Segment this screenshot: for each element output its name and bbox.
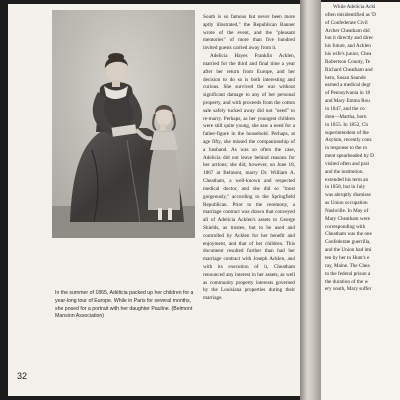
- text-line: and the Union had imi: [325, 247, 372, 254]
- text-line: Cheatham was the one: [325, 231, 372, 238]
- text-line: to the federal prison a: [325, 270, 371, 277]
- text-line: While Adelicia Ackl: [333, 4, 376, 10]
- text-line: often misidentified as 'D: [325, 11, 376, 18]
- portrait-photograph-image: [52, 10, 195, 238]
- portrait-photograph: [52, 10, 195, 238]
- text-line: Asylum, recently cons: [325, 137, 372, 144]
- text-line: earned a medical degr: [325, 82, 371, 89]
- photo-caption: In the summer of 1865, Adélicia packed up her children for a year-long tour of Europe. While in Paris for several months, she posed for a portrait with her daughter Pauline. (Belmont Mansion Association): [55, 290, 194, 320]
- text-line: corresponding with: [325, 223, 366, 230]
- book-gutter: [300, 0, 321, 400]
- text-line: Confederate guerrilla,: [325, 239, 371, 246]
- text-line: in response to the ro: [325, 145, 368, 152]
- text-line: of Confederate Civil: [325, 19, 368, 26]
- text-line: of Pennsylvania in 18: [325, 90, 371, 97]
- text-line: Robertson County, Te: [325, 58, 371, 65]
- text-line: ment spearheaded by D: [325, 153, 374, 160]
- page-number: 32: [17, 371, 28, 381]
- text-line: but it directly and direc: [325, 35, 374, 42]
- text-line: his wife's junior, Chea: [325, 51, 372, 58]
- text-line: hero, Susan Saunde: [325, 74, 366, 81]
- text-line: Archer Cheatham did: [325, 27, 370, 34]
- paragraph: South is so famous but never been more aptly illustrated," the Republican Banner wrote of the event, and the "pleasant memories" of more than five hundred invited guests carried away from it.: [203, 14, 295, 52]
- text-line: ray, Maine. The Chea: [325, 262, 370, 269]
- left-page-text-column: [203, 14, 295, 303]
- text-line: in 1847, and the co: [325, 105, 365, 112]
- text-line: superintendent of the: [325, 129, 369, 136]
- text-line: ery south, Mary suffer: [325, 286, 372, 293]
- text-line: extended his term an: [325, 176, 369, 183]
- text-line: in 1858, but in July: [325, 184, 366, 191]
- text-line: as Union occupation: [325, 200, 368, 207]
- text-line: Richard Cheatham and: [325, 66, 373, 73]
- text-line: and Mary Emma Rou: [325, 98, 370, 105]
- text-line: was abruptly dismisse: [325, 192, 371, 199]
- text-line: his future, and Acklen: [325, 43, 371, 50]
- paragraph: Adelicia Hayes Franklin Acklen, married for the third and final time a year after her return from Europe, and her decision to do so is both interesting and curious. She survived the war without significant damage to any of her personal property, and with proceeds from the cotton sale safely tucked away did not "need" to re-marry. Perhaps, as her youngest children were still quite young, she saw a need for a father-figure in the household. Perhaps, at age fifty, she missed the companionship of a husband. As was so often the case, Adelicia did not leave behind reasons for her actions; she did, however, on June 18, 1867 at Belmont, marry Dr. William A. Cheatham, a well-known and respected medical doctor, and she did so "most gorgeously," according to the Springfield Republican. Prior to the ceremony, a marriage contract was drawn that conveyed all of Adelicia Acklen's assets to George Shields, as trustee, but to be used and controlled by Acklen for her benefit and enjoyment, and that of her children. This document resulted further than had her marriage contract with Joseph Acklen, and with its execution of it, Cheatham renounced any interest in her assets, as well as community property interests governed by the Louisiana properties during their marriage.: [203, 53, 295, 302]
- text-line: visited often and prai: [325, 160, 369, 167]
- text-line: dren—Martha, born: [325, 113, 367, 120]
- text-line: the duration of the w: [325, 278, 369, 285]
- text-line: Mary Cheatham were: [325, 215, 370, 222]
- text-line: and the institution.: [325, 168, 364, 175]
- text-line: ten by her to Hunt's e: [325, 255, 370, 261]
- right-page-text-column: [325, 4, 400, 294]
- text-line: Nashville. In May of: [325, 207, 369, 214]
- text-line: in 1855. In 1852, Ch: [325, 121, 368, 128]
